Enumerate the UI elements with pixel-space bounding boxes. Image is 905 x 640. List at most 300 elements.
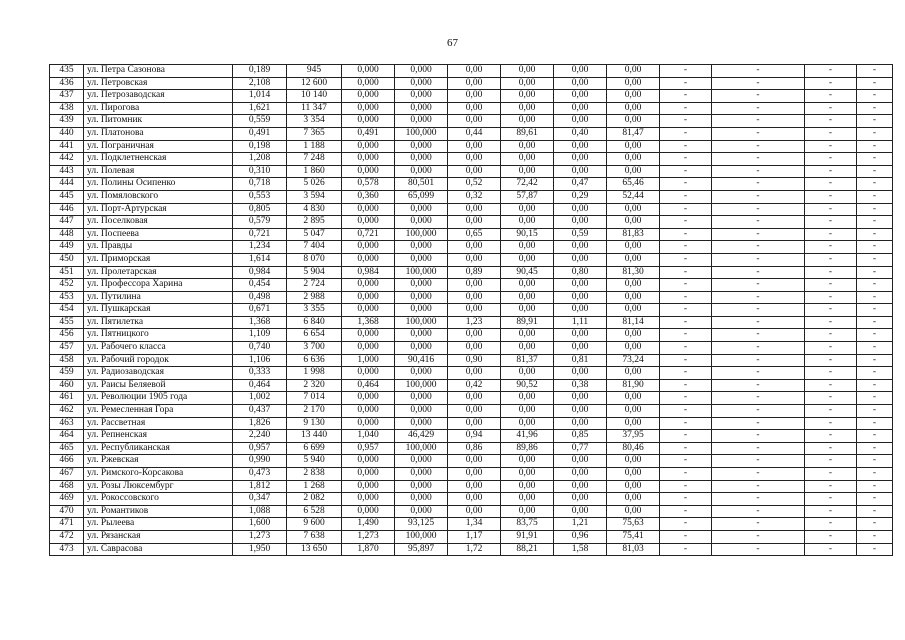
cell-percent-c: 0,00 — [607, 279, 660, 292]
cell-col-11: - — [660, 115, 712, 128]
table-row — [50, 518, 893, 531]
cell-street-name: ул. Романтиков — [84, 505, 233, 518]
cell-col-12: - — [712, 77, 805, 90]
cell-percent-b: 0,00 — [501, 241, 554, 254]
cell-percent-a: 0,000 — [395, 455, 448, 468]
cell-col-11: - — [660, 468, 712, 481]
cell-area: 2 082 — [287, 493, 342, 506]
cell-street-name: ул. Петровская — [84, 77, 233, 90]
cell-col-14: - — [857, 102, 893, 115]
cell-percent-a: 95,897 — [395, 543, 448, 556]
cell-value-a: 0,000 — [342, 455, 395, 468]
cell-percent-b: 88,21 — [501, 543, 554, 556]
cell-length: 0,498 — [233, 291, 287, 304]
cell-percent-a: 0,000 — [395, 153, 448, 166]
cell-percent-b: 0,00 — [501, 253, 554, 266]
cell-col-12: - — [712, 493, 805, 506]
cell-col-12: - — [712, 102, 805, 115]
cell-value-a: 0,000 — [342, 493, 395, 506]
cell-percent-c: 0,00 — [607, 455, 660, 468]
cell-row-number: 453 — [50, 291, 84, 304]
cell-value-c: 0,59 — [554, 228, 607, 241]
cell-percent-c: 75,63 — [607, 518, 660, 531]
cell-col-14: - — [857, 442, 893, 455]
cell-row-number: 458 — [50, 354, 84, 367]
cell-street-name: ул. Петра Сазонова — [84, 65, 233, 78]
cell-col-11: - — [660, 329, 712, 342]
cell-col-14: - — [857, 216, 893, 229]
cell-col-14: - — [857, 127, 893, 140]
cell-percent-c: 81,47 — [607, 127, 660, 140]
cell-value-b: 1,72 — [448, 543, 501, 556]
cell-col-11: - — [660, 417, 712, 430]
cell-area: 2 320 — [287, 379, 342, 392]
cell-area: 3 355 — [287, 304, 342, 317]
cell-value-a: 0,957 — [342, 442, 395, 455]
cell-percent-a: 0,000 — [395, 65, 448, 78]
cell-area: 5 904 — [287, 266, 342, 279]
cell-value-b: 0,00 — [448, 304, 501, 317]
cell-value-b: 0,90 — [448, 354, 501, 367]
cell-percent-c: 0,00 — [607, 153, 660, 166]
page-number: 67 — [447, 37, 458, 49]
cell-percent-a: 93,125 — [395, 518, 448, 531]
cell-value-b: 0,00 — [448, 216, 501, 229]
cell-value-c: 0,00 — [554, 153, 607, 166]
cell-value-b: 0,42 — [448, 379, 501, 392]
cell-col-13: - — [805, 178, 857, 191]
cell-area: 8 070 — [287, 253, 342, 266]
cell-col-13: - — [805, 430, 857, 443]
cell-percent-c: 73,24 — [607, 354, 660, 367]
cell-value-a: 0,491 — [342, 127, 395, 140]
cell-length: 1,621 — [233, 102, 287, 115]
cell-col-14: - — [857, 405, 893, 418]
cell-value-a: 0,000 — [342, 505, 395, 518]
table-row — [50, 127, 893, 140]
cell-percent-a: 100,000 — [395, 442, 448, 455]
cell-col-14: - — [857, 430, 893, 443]
cell-col-13: - — [805, 216, 857, 229]
cell-col-11: - — [660, 367, 712, 380]
cell-percent-c: 0,00 — [607, 90, 660, 103]
cell-area: 7 404 — [287, 241, 342, 254]
cell-row-number: 435 — [50, 65, 84, 78]
cell-percent-c: 75,41 — [607, 530, 660, 543]
cell-percent-b: 0,00 — [501, 77, 554, 90]
cell-percent-b: 0,00 — [501, 367, 554, 380]
cell-col-11: - — [660, 279, 712, 292]
cell-percent-c: 81,30 — [607, 266, 660, 279]
cell-col-11: - — [660, 266, 712, 279]
cell-area: 5 026 — [287, 178, 342, 191]
cell-percent-b: 0,00 — [501, 140, 554, 153]
cell-value-a: 0,000 — [342, 392, 395, 405]
cell-percent-a: 0,000 — [395, 203, 448, 216]
cell-percent-c: 0,00 — [607, 291, 660, 304]
cell-col-13: - — [805, 165, 857, 178]
cell-percent-a: 0,000 — [395, 367, 448, 380]
cell-street-name: ул. Помяловского — [84, 190, 233, 203]
cell-percent-a: 100,000 — [395, 127, 448, 140]
cell-length: 0,189 — [233, 65, 287, 78]
cell-col-13: - — [805, 543, 857, 556]
cell-length: 0,347 — [233, 493, 287, 506]
cell-street-name: ул. Революции 1905 года — [84, 392, 233, 405]
cell-percent-a: 100,000 — [395, 228, 448, 241]
cell-area: 1 998 — [287, 367, 342, 380]
cell-area: 7 014 — [287, 392, 342, 405]
cell-percent-b: 0,00 — [501, 392, 554, 405]
cell-street-name: ул. Ржевская — [84, 455, 233, 468]
cell-col-14: - — [857, 65, 893, 78]
table-row — [50, 392, 893, 405]
cell-street-name: ул. Полины Осипенко — [84, 178, 233, 191]
cell-value-a: 0,000 — [342, 102, 395, 115]
cell-percent-a: 0,000 — [395, 329, 448, 342]
cell-value-c: 0,00 — [554, 455, 607, 468]
cell-street-name: ул. Полевая — [84, 165, 233, 178]
cell-value-a: 0,000 — [342, 65, 395, 78]
cell-value-c: 0,00 — [554, 253, 607, 266]
cell-value-b: 0,00 — [448, 291, 501, 304]
cell-value-b: 0,00 — [448, 165, 501, 178]
cell-col-13: - — [805, 342, 857, 355]
cell-value-a: 0,000 — [342, 203, 395, 216]
table-row — [50, 367, 893, 380]
cell-col-14: - — [857, 367, 893, 380]
cell-row-number: 452 — [50, 279, 84, 292]
cell-percent-a: 65,099 — [395, 190, 448, 203]
cell-col-13: - — [805, 203, 857, 216]
cell-col-12: - — [712, 153, 805, 166]
cell-value-b: 1,23 — [448, 316, 501, 329]
cell-col-11: - — [660, 480, 712, 493]
cell-percent-c: 0,00 — [607, 253, 660, 266]
cell-percent-b: 0,00 — [501, 493, 554, 506]
cell-value-a: 1,000 — [342, 354, 395, 367]
cell-value-b: 0,00 — [448, 203, 501, 216]
cell-area: 3 594 — [287, 190, 342, 203]
cell-length: 1,109 — [233, 329, 287, 342]
cell-percent-b: 0,00 — [501, 153, 554, 166]
cell-area: 945 — [287, 65, 342, 78]
cell-col-12: - — [712, 241, 805, 254]
cell-value-c: 0,00 — [554, 405, 607, 418]
cell-col-13: - — [805, 392, 857, 405]
cell-col-12: - — [712, 367, 805, 380]
cell-col-13: - — [805, 480, 857, 493]
cell-value-b: 0,00 — [448, 140, 501, 153]
cell-row-number: 463 — [50, 417, 84, 430]
cell-percent-a: 0,000 — [395, 102, 448, 115]
cell-col-13: - — [805, 153, 857, 166]
cell-area: 6 699 — [287, 442, 342, 455]
street-data-table — [49, 64, 893, 556]
cell-percent-b: 89,61 — [501, 127, 554, 140]
cell-percent-a: 0,000 — [395, 493, 448, 506]
cell-percent-a: 0,000 — [395, 342, 448, 355]
cell-value-c: 0,00 — [554, 480, 607, 493]
cell-length: 1,826 — [233, 417, 287, 430]
cell-street-name: ул. Путилина — [84, 291, 233, 304]
cell-row-number: 470 — [50, 505, 84, 518]
cell-col-13: - — [805, 329, 857, 342]
cell-value-b: 0,00 — [448, 329, 501, 342]
cell-percent-a: 0,000 — [395, 216, 448, 229]
table-row — [50, 468, 893, 481]
cell-area: 5 047 — [287, 228, 342, 241]
cell-col-12: - — [712, 90, 805, 103]
cell-value-a: 0,000 — [342, 480, 395, 493]
cell-value-c: 0,00 — [554, 304, 607, 317]
table-row — [50, 90, 893, 103]
cell-length: 0,805 — [233, 203, 287, 216]
cell-col-13: - — [805, 493, 857, 506]
cell-value-b: 0,00 — [448, 367, 501, 380]
table-row — [50, 493, 893, 506]
cell-col-14: - — [857, 493, 893, 506]
cell-percent-b: 91,91 — [501, 530, 554, 543]
cell-street-name: ул. Пятницкого — [84, 329, 233, 342]
cell-col-14: - — [857, 77, 893, 90]
cell-percent-b: 89,91 — [501, 316, 554, 329]
cell-percent-c: 0,00 — [607, 505, 660, 518]
cell-value-c: 0,00 — [554, 291, 607, 304]
cell-value-a: 0,000 — [342, 417, 395, 430]
cell-col-11: - — [660, 518, 712, 531]
cell-value-c: 0,00 — [554, 342, 607, 355]
cell-percent-c: 0,00 — [607, 367, 660, 380]
cell-percent-b: 0,00 — [501, 417, 554, 430]
cell-percent-c: 81,83 — [607, 228, 660, 241]
cell-value-c: 0,00 — [554, 279, 607, 292]
cell-value-b: 0,00 — [448, 77, 501, 90]
cell-value-a: 1,490 — [342, 518, 395, 531]
cell-percent-b: 89,86 — [501, 442, 554, 455]
cell-length: 1,600 — [233, 518, 287, 531]
cell-value-c: 0,00 — [554, 493, 607, 506]
cell-value-b: 0,00 — [448, 65, 501, 78]
cell-value-b: 0,00 — [448, 455, 501, 468]
cell-value-a: 0,000 — [342, 329, 395, 342]
cell-value-b: 0,00 — [448, 392, 501, 405]
cell-percent-b: 0,00 — [501, 304, 554, 317]
cell-value-a: 0,000 — [342, 140, 395, 153]
cell-value-a: 0,000 — [342, 241, 395, 254]
cell-row-number: 471 — [50, 518, 84, 531]
cell-col-11: - — [660, 203, 712, 216]
cell-percent-c: 0,00 — [607, 203, 660, 216]
cell-percent-a: 0,000 — [395, 241, 448, 254]
cell-col-11: - — [660, 216, 712, 229]
cell-row-number: 464 — [50, 430, 84, 443]
table-row — [50, 241, 893, 254]
table-row — [50, 65, 893, 78]
cell-col-12: - — [712, 468, 805, 481]
cell-col-12: - — [712, 405, 805, 418]
cell-col-11: - — [660, 153, 712, 166]
cell-percent-c: 0,00 — [607, 342, 660, 355]
cell-value-a: 0,000 — [342, 304, 395, 317]
cell-col-13: - — [805, 518, 857, 531]
cell-col-13: - — [805, 77, 857, 90]
cell-col-11: - — [660, 304, 712, 317]
cell-percent-b: 0,00 — [501, 480, 554, 493]
cell-percent-b: 83,75 — [501, 518, 554, 531]
cell-percent-a: 0,000 — [395, 279, 448, 292]
cell-value-c: 0,00 — [554, 241, 607, 254]
cell-percent-b: 0,00 — [501, 468, 554, 481]
cell-percent-c: 0,00 — [607, 241, 660, 254]
cell-street-name: ул. Розы Люксембург — [84, 480, 233, 493]
cell-length: 0,984 — [233, 266, 287, 279]
cell-area: 2 724 — [287, 279, 342, 292]
cell-value-a: 0,000 — [342, 90, 395, 103]
cell-value-b: 0,65 — [448, 228, 501, 241]
cell-col-13: - — [805, 241, 857, 254]
cell-length: 1,614 — [233, 253, 287, 266]
cell-row-number: 450 — [50, 253, 84, 266]
cell-value-c: 0,00 — [554, 65, 607, 78]
cell-row-number: 473 — [50, 543, 84, 556]
cell-value-a: 0,000 — [342, 153, 395, 166]
cell-percent-a: 0,000 — [395, 505, 448, 518]
cell-col-12: - — [712, 304, 805, 317]
cell-col-12: - — [712, 115, 805, 128]
cell-row-number: 461 — [50, 392, 84, 405]
table-row — [50, 379, 893, 392]
cell-length: 0,310 — [233, 165, 287, 178]
cell-value-a: 0,000 — [342, 77, 395, 90]
cell-street-name: ул. Порт-Артурская — [84, 203, 233, 216]
table-row — [50, 543, 893, 556]
cell-value-b: 0,00 — [448, 279, 501, 292]
cell-street-name: ул. Рязанская — [84, 530, 233, 543]
table-row — [50, 342, 893, 355]
cell-percent-a: 0,000 — [395, 480, 448, 493]
cell-percent-b: 0,00 — [501, 203, 554, 216]
cell-percent-a: 0,000 — [395, 291, 448, 304]
table-row — [50, 253, 893, 266]
cell-percent-c: 0,00 — [607, 329, 660, 342]
cell-col-13: - — [805, 304, 857, 317]
cell-col-13: - — [805, 266, 857, 279]
cell-col-13: - — [805, 127, 857, 140]
cell-street-name: ул. Питомник — [84, 115, 233, 128]
cell-area: 2 838 — [287, 468, 342, 481]
cell-length: 1,208 — [233, 153, 287, 166]
cell-value-a: 0,000 — [342, 367, 395, 380]
cell-percent-a: 0,000 — [395, 468, 448, 481]
cell-col-13: - — [805, 190, 857, 203]
cell-length: 2,108 — [233, 77, 287, 90]
cell-col-14: - — [857, 379, 893, 392]
table-row — [50, 266, 893, 279]
cell-col-12: - — [712, 417, 805, 430]
cell-col-12: - — [712, 165, 805, 178]
cell-value-c: 0,00 — [554, 392, 607, 405]
cell-length: 2,240 — [233, 430, 287, 443]
cell-value-c: 1,21 — [554, 518, 607, 531]
cell-length: 0,718 — [233, 178, 287, 191]
cell-value-a: 0,984 — [342, 266, 395, 279]
cell-percent-a: 100,000 — [395, 266, 448, 279]
cell-col-14: - — [857, 342, 893, 355]
cell-street-name: ул. Подклетненская — [84, 153, 233, 166]
cell-area: 9 130 — [287, 417, 342, 430]
cell-percent-b: 0,00 — [501, 329, 554, 342]
table-row — [50, 316, 893, 329]
cell-col-11: - — [660, 442, 712, 455]
cell-col-12: - — [712, 266, 805, 279]
cell-col-12: - — [712, 203, 805, 216]
cell-value-a: 0,000 — [342, 291, 395, 304]
cell-area: 2 895 — [287, 216, 342, 229]
table-body — [50, 65, 893, 556]
cell-length: 1,088 — [233, 505, 287, 518]
cell-area: 7 248 — [287, 153, 342, 166]
cell-street-name: ул. Рассветная — [84, 417, 233, 430]
cell-value-c: 0,00 — [554, 115, 607, 128]
cell-col-14: - — [857, 190, 893, 203]
cell-percent-c: 0,00 — [607, 480, 660, 493]
cell-col-11: - — [660, 316, 712, 329]
cell-col-13: - — [805, 279, 857, 292]
cell-col-11: - — [660, 291, 712, 304]
cell-col-12: - — [712, 392, 805, 405]
cell-percent-c: 0,00 — [607, 216, 660, 229]
cell-percent-b: 0,00 — [501, 165, 554, 178]
cell-col-14: - — [857, 505, 893, 518]
cell-col-11: - — [660, 493, 712, 506]
cell-col-13: - — [805, 505, 857, 518]
cell-row-number: 467 — [50, 468, 84, 481]
table-row — [50, 304, 893, 317]
cell-value-c: 0,00 — [554, 90, 607, 103]
cell-col-11: - — [660, 127, 712, 140]
cell-value-c: 0,85 — [554, 430, 607, 443]
cell-row-number: 439 — [50, 115, 84, 128]
cell-col-12: - — [712, 442, 805, 455]
cell-col-12: - — [712, 216, 805, 229]
cell-col-11: - — [660, 190, 712, 203]
cell-col-14: - — [857, 480, 893, 493]
cell-col-13: - — [805, 442, 857, 455]
cell-value-b: 0,00 — [448, 90, 501, 103]
cell-col-14: - — [857, 178, 893, 191]
cell-col-11: - — [660, 530, 712, 543]
cell-col-13: - — [805, 65, 857, 78]
cell-col-14: - — [857, 279, 893, 292]
cell-percent-a: 0,000 — [395, 405, 448, 418]
cell-value-b: 0,00 — [448, 153, 501, 166]
cell-value-a: 0,464 — [342, 379, 395, 392]
cell-col-14: - — [857, 518, 893, 531]
cell-col-12: - — [712, 316, 805, 329]
cell-length: 1,002 — [233, 392, 287, 405]
cell-col-13: - — [805, 90, 857, 103]
cell-col-13: - — [805, 253, 857, 266]
cell-col-14: - — [857, 203, 893, 216]
table-row — [50, 354, 893, 367]
cell-percent-a: 0,000 — [395, 165, 448, 178]
cell-area: 6 840 — [287, 316, 342, 329]
cell-col-14: - — [857, 266, 893, 279]
cell-street-name: ул. Республиканская — [84, 442, 233, 455]
cell-percent-b: 0,00 — [501, 216, 554, 229]
cell-length: 0,990 — [233, 455, 287, 468]
